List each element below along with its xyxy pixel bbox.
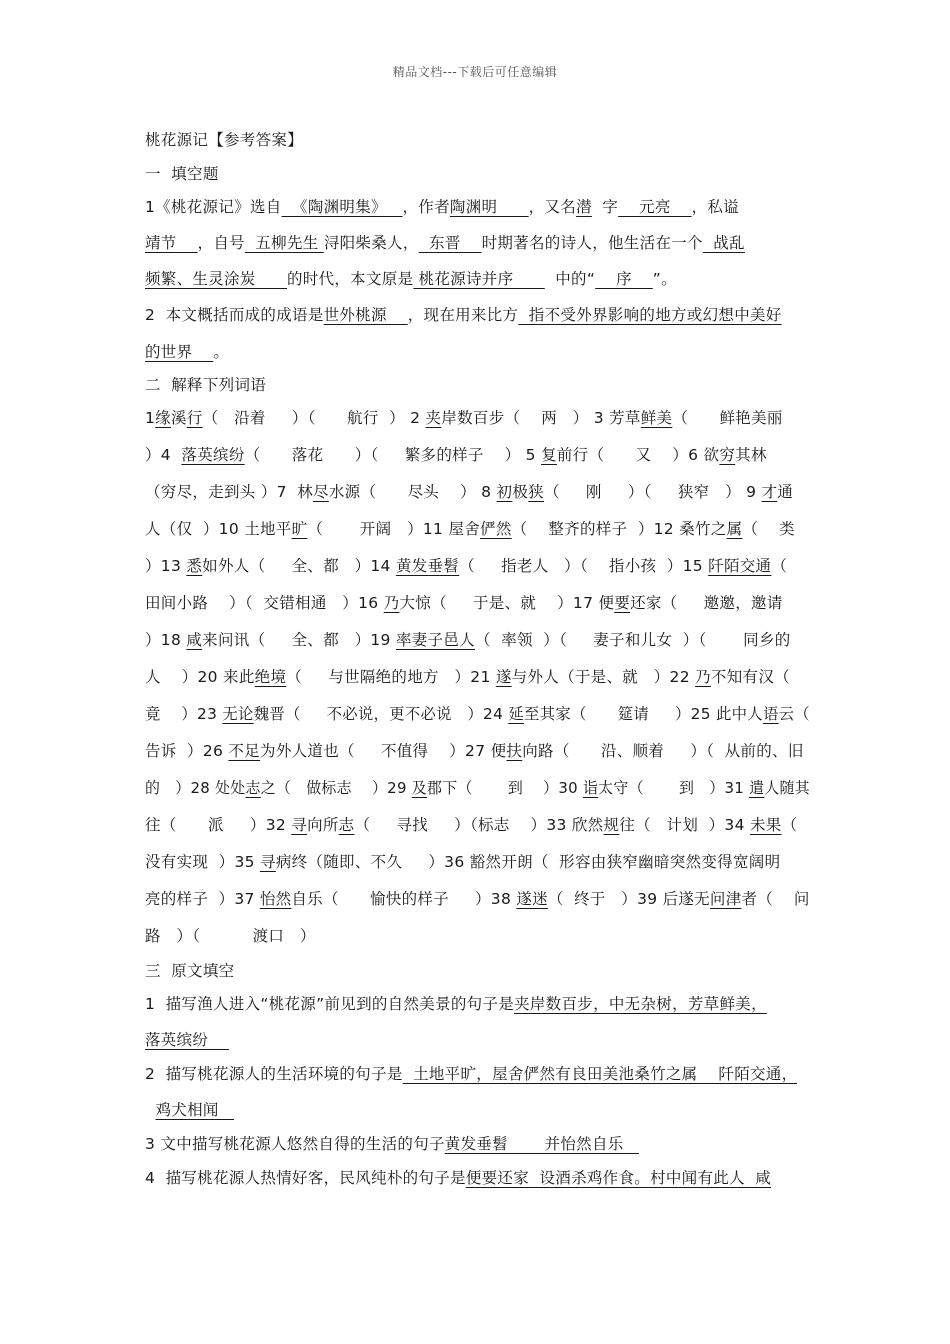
question-text: 1《桃花源记》选自 [145,198,282,216]
text-line [145,128,303,150]
question-text: 二 解释下列词语 [145,376,267,394]
answer-text: 乃 [383,594,400,612]
answer-text: 怡然 [259,890,292,908]
text-line [145,443,767,465]
question-text: 溪 [170,409,187,427]
question-text: 亮的样子 ）37 [145,890,260,908]
answer-text: 狭 [528,483,544,501]
question-text: ”。 [652,270,677,288]
question-text: 太守（ 到 ）31 [598,779,750,797]
question-text: 为外人道也（ 不值得 ）27 便 [260,742,507,760]
text-line [145,1028,229,1050]
question-text: 三 原文填空 [145,962,235,980]
question-text: ，现在用来比方 [407,306,519,324]
answer-text: 诣 [582,779,599,797]
text-line [145,373,266,395]
answer-text: 扶 [506,742,523,760]
answer-text: 五柳先生 [244,234,324,252]
text-line [145,231,745,253]
question-text: 与外人（于是、就 ）22 [511,668,696,686]
answer-text: 悉 [186,557,203,575]
question-text: （ [771,557,788,575]
answer-text: 寻 [260,853,276,871]
answer-text: 志 [245,779,261,797]
text-line [145,1166,771,1188]
question-text: 字 [591,198,619,216]
text-line [145,517,795,539]
answer-text: 潜 [576,198,592,216]
question-text: （ 鲜艳美丽 [672,409,783,427]
text-line [145,195,739,217]
text-line [145,303,782,325]
question-text: 一 填空题 [145,165,219,183]
question-text: （ 开阔 ）11 屋舍 [307,520,481,538]
text-line [145,340,229,362]
answer-text: 缘 [155,409,171,427]
question-text: 极 [512,483,529,501]
question-text: 桃花源记【参考答案】 [145,131,304,149]
answer-text: 属 [726,520,743,538]
text-line [145,813,797,835]
text-line [145,1062,797,1084]
answer-text: 便要还家 设酒杀鸡作食。村中闻有此人 咸 [465,1169,772,1187]
question-text: 没有实现 ）35 [145,853,261,871]
question-text: 往（ 计划 ）34 [619,816,750,834]
question-text: 中的“ [544,270,596,288]
question-text: 向路（ 沿、顺着 ）（ 从前的、旧 [522,742,804,760]
answer-text: 遂迷 [516,890,548,908]
question-text: 的时代，本文原是 [286,270,414,288]
question-text: 4 描写桃花源人热情好客，民风纯朴的句子是 [145,1169,466,1187]
question-text: 水源（ 尽头 ） 8 [328,483,497,501]
answer-text: 语 [762,705,779,723]
text-line [145,924,316,946]
page-header: 精品文档---下载后可任意编辑 [392,65,558,79]
question-text: （ 指老人 ）（ 指小孩 ）15 [459,557,709,575]
answer-text: 志 [338,816,355,834]
question-text: 告诉 ）26 [145,742,229,760]
answer-text: 黄发垂髫 并怡然自乐 [444,1135,640,1153]
answer-text: 桃花源诗并序 [413,270,545,288]
question-text: 之（ 做标志 ）29 [260,779,412,797]
answer-text: 旷 [291,520,308,538]
answer-text: 元亮 [618,198,692,216]
question-text: 岸数百步（ 两 ） 3 芳草 [441,409,641,427]
question-text: ）18 [145,631,187,649]
answer-text: 鸡犬相闻 [155,1101,235,1119]
question-text: （ 与世隔绝的地方 ）21 [286,668,496,686]
question-text: 至其家（ 筵请 ）25 此中人 [524,705,763,723]
answer-text: 遂 [495,668,512,686]
question-text: 者（ 问 [741,890,810,908]
question-text: 往（ 派 ）32 [145,816,292,834]
text-line [145,887,810,909]
question-text [145,1101,155,1119]
question-text: 2 本文概括而成的成语是 [145,306,324,324]
question-text: 人随其 [764,779,810,797]
text-line [145,554,787,576]
question-text: 路 ）（ 渡口 ） [145,927,316,945]
text-line [145,591,783,613]
answer-text: 复 [541,446,557,464]
answer-text: 寻 [291,816,308,834]
question-text: 时期著名的诗人，他生活在一个 [481,234,703,252]
question-text: 浔阳柴桑人， [323,234,419,252]
question-text: （ 整齐的样子 ）12 桑竹之 [511,520,727,538]
question-text: 还家（ 邀邀，邀请 [630,594,783,612]
question-text: （ [781,816,798,834]
answer-text: 《陶渊明集》 [281,198,403,216]
answer-text: 率妻子邑人 [395,631,475,649]
question-text: 3 文中描写桃花源人悠然自得的生活的句子 [145,1135,445,1153]
answer-text: 行 [186,409,203,427]
question-text: 如外人（ 全、都 ）14 [202,557,396,575]
question-text: （穷尽，走到头 ）7 林 [145,483,314,501]
answer-text: 要 [614,594,631,612]
question-text: 云（ [778,705,810,723]
answer-text: 绝境 [254,668,287,686]
question-text: （ 刚 ）（ 狭窄 ） 9 [543,483,762,501]
answer-text: 土地平旷，屋舍俨然有良田美池桑竹之属 阡陌交通， [402,1065,798,1083]
answer-text: 不足 [228,742,261,760]
question-text: 大惊（ 于是、就 ）17 便 [399,594,615,612]
question-text: （ 寻找 ）（标志 ）33 欣然 [354,816,604,834]
question-text: 向所 [307,816,339,834]
answer-text: 夹 [425,409,442,427]
text-line [145,665,790,687]
answer-text: 无论 [222,705,254,723]
question-text: 的 ）28 处处 [145,779,246,797]
answer-text: 及 [411,779,427,797]
answer-text: 阡陌交通 [708,557,772,575]
answer-text: 序 [595,270,653,288]
text-line [145,1098,234,1120]
answer-text: 黄发垂髫 [395,557,460,575]
answer-text: 尽 [313,483,329,501]
text-line [145,267,677,289]
question-text: 竟 ）23 [145,705,223,723]
answer-text: 指不受外界影响的地方或幻想中美好 [518,306,782,324]
question-text: （ 沿着 ）（ 航行 ） 2 [202,409,426,427]
answer-text: 陶渊明 [449,198,529,216]
answer-text: 频繁、生灵涂炭 [145,270,287,288]
question-text: 1 [145,409,156,427]
answer-text: 穷 [719,446,736,464]
answer-text: 战乱 [702,234,745,252]
answer-text: 才 [761,483,778,501]
answer-text: 夹岸数百步，中无杂树，芳草鲜美， [514,995,767,1013]
text-line [145,480,793,502]
answer-text: 的世界 [145,343,214,361]
question-text: 不知有汉（ [710,668,790,686]
question-text: （ 落花 ）（ 繁多的样子 ） 5 [244,446,542,464]
text-line [145,162,219,184]
question-text: 通 [777,483,794,501]
question-text: 自乐（ 愉快的样子 ）38 [291,890,517,908]
question-text: ，又名 [528,198,577,216]
text-line [145,776,810,798]
answer-text: 俨然 [480,520,512,538]
answer-text: 落英缤纷 [181,446,245,464]
question-text: ）4 [145,446,182,464]
question-text: ，自号 [197,234,245,252]
question-text: （ 类 [742,520,795,538]
answer-text: 乃 [695,668,711,686]
answer-text: 问津 [709,890,742,908]
question-text: （ 率领 ）（ 妻子和儿女 ）（ 同乡的 [474,631,791,649]
question-text: 。 [213,343,230,361]
text-line [145,628,791,650]
question-text: 人 ）20 来此 [145,668,255,686]
text-line [145,959,234,981]
question-text: 前行（ 又 ）6 欲 [556,446,720,464]
question-text: 田间小路 ）（ 交错相通 ）16 [145,594,384,612]
question-text: ，作者 [402,198,450,216]
answer-text: 鲜美 [640,409,673,427]
answer-text: 靖节 [145,234,198,252]
question-text: 病终（随即、不久 ）36 豁然开朗（ 形容由狭窄幽暗突然变得宽阔明 [275,853,781,871]
text-line [145,1132,639,1154]
question-text: 其林 [735,446,767,464]
question-text: 2 描写桃花源人的生活环境的句子是 [145,1065,403,1083]
question-text: 魏晋（ 不必说，更不必说 ）24 [253,705,509,723]
answer-text: 初 [496,483,513,501]
question-text: 人（仅 ）10 土地平 [145,520,292,538]
text-line [145,406,783,428]
text-line [145,992,767,1014]
question-text: （ 终于 ）39 后遂无 [547,890,710,908]
answer-text: 咸 [186,631,203,649]
question-text: 来问讯（ 全、都 ）19 [202,631,396,649]
text-line [145,850,780,872]
question-text: 1 描写渔人进入“桃花源”前见到的自然美景的句子是 [145,995,515,1013]
answer-text: 落英缤纷 [145,1031,230,1049]
answer-text: 世外桃源 [323,306,408,324]
answer-text: 遣 [749,779,765,797]
answer-text: 东晋 [418,234,482,252]
question-text: ）13 [145,557,187,575]
answer-text: 规 [603,816,620,834]
text-line [145,702,810,724]
question-text: 郡下（ 到 ）30 [426,779,583,797]
answer-text: 延 [508,705,525,723]
text-line [145,739,804,761]
question-text: ，私谥 [691,198,739,216]
answer-text: 未果 [749,816,782,834]
